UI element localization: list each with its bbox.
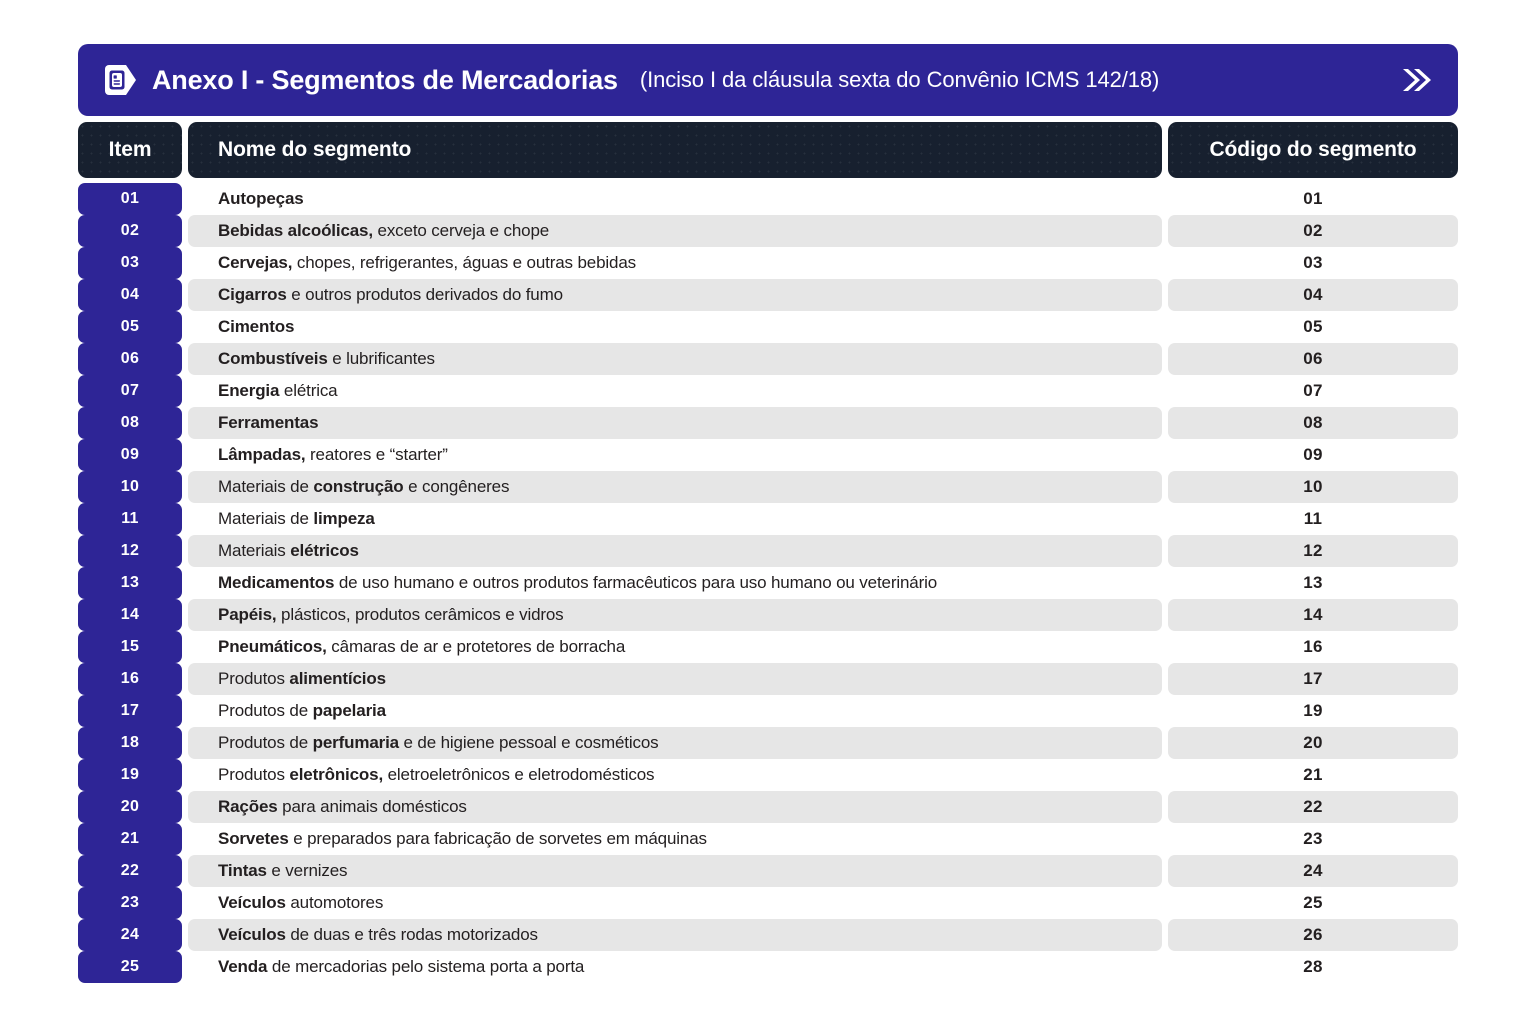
segment-name-cell — [188, 215, 1162, 247]
segment-name-cell — [188, 951, 1162, 983]
segment-code-cell: 23 — [1168, 823, 1458, 855]
title-banner — [78, 44, 1458, 116]
segment-code-cell: 13 — [1168, 567, 1458, 599]
item-number-badge: 09 — [78, 439, 182, 471]
segment-code-cell: 16 — [1168, 631, 1458, 663]
segment-code-cell: 24 — [1168, 855, 1458, 887]
segment-code-cell: 19 — [1168, 695, 1458, 727]
segment-code-cell: 12 — [1168, 535, 1458, 567]
segment-name-cell — [188, 855, 1162, 887]
item-number-badge: 08 — [78, 407, 182, 439]
table-row — [78, 407, 1458, 439]
double-chevron-right-icon — [1394, 63, 1434, 97]
segment-code-cell: 09 — [1168, 439, 1458, 471]
page-subtitle: (Inciso I da cláusula sexta do Convênio ICMS 142/18) — [639, 67, 1160, 92]
segment-name-cell — [188, 919, 1162, 951]
segment-name-text: Produtos de papelaria — [218, 701, 386, 720]
segment-name-text: Pneumáticos, câmaras de ar e protetores de borracha — [218, 637, 626, 656]
item-number-badge: 02 — [78, 215, 182, 247]
segment-name-cell — [188, 727, 1162, 759]
table-row — [78, 439, 1458, 471]
table-row — [78, 567, 1458, 599]
segment-code-cell: 25 — [1168, 887, 1458, 919]
column-header-item: Item — [78, 122, 182, 178]
segment-code-cell: 17 — [1168, 663, 1458, 695]
segment-name-text: Bebidas alcoólicas, exceto cerveja e chope — [218, 221, 550, 240]
segment-name-text: Veículos automotores — [218, 893, 384, 912]
item-number-badge: 17 — [78, 695, 182, 727]
segment-name-cell — [188, 503, 1162, 535]
segment-code-cell: 08 — [1168, 407, 1458, 439]
segment-name-cell — [188, 663, 1162, 695]
segment-name-text: Materiais elétricos — [218, 541, 359, 560]
item-number-badge: 16 — [78, 663, 182, 695]
item-number-badge: 06 — [78, 343, 182, 375]
segment-name-cell — [188, 471, 1162, 503]
item-number-badge: 07 — [78, 375, 182, 407]
segment-name-text: Produtos alimentícios — [218, 669, 386, 688]
item-number-badge: 10 — [78, 471, 182, 503]
segment-code-cell: 05 — [1168, 311, 1458, 343]
item-number-badge: 03 — [78, 247, 182, 279]
document-badge-icon — [100, 62, 138, 98]
table-row — [78, 247, 1458, 279]
segment-code-cell: 22 — [1168, 791, 1458, 823]
table-row — [78, 279, 1458, 311]
segment-name-cell — [188, 759, 1162, 791]
segment-name-text: Produtos eletrônicos, eletroeletrônicos e eletrodomésticos — [218, 765, 655, 784]
segment-name-text: Cimentos — [218, 317, 295, 336]
table-row — [78, 663, 1458, 695]
table-row — [78, 823, 1458, 855]
segment-code-cell: 03 — [1168, 247, 1458, 279]
segment-name-cell — [188, 599, 1162, 631]
item-number-badge: 05 — [78, 311, 182, 343]
table-row — [78, 855, 1458, 887]
table-row — [78, 311, 1458, 343]
segment-name-cell — [188, 439, 1162, 471]
segment-name-cell — [188, 695, 1162, 727]
item-number-badge: 23 — [78, 887, 182, 919]
table-header — [78, 122, 1458, 178]
table-row — [78, 887, 1458, 919]
item-number-badge: 22 — [78, 855, 182, 887]
segment-name-text: Sorvetes e preparados para fabricação de sorvetes em máquinas — [218, 829, 707, 848]
item-number-badge: 01 — [78, 183, 182, 215]
table-row — [78, 503, 1458, 535]
table-row — [78, 695, 1458, 727]
table-row — [78, 535, 1458, 567]
item-number-badge: 21 — [78, 823, 182, 855]
segment-name-cell — [188, 311, 1162, 343]
table-row — [78, 727, 1458, 759]
item-number-badge: 11 — [78, 503, 182, 535]
segment-name-cell — [188, 375, 1162, 407]
segment-name-cell — [188, 823, 1162, 855]
segment-name-text: Papéis, plásticos, produtos cerâmicos e vidros — [218, 605, 564, 624]
segment-code-cell: 21 — [1168, 759, 1458, 791]
table-row — [78, 631, 1458, 663]
page-title: Anexo I - Segmentos de Mercadorias — [152, 64, 618, 95]
segment-name-text: Veículos de duas e três rodas motorizados — [218, 925, 538, 944]
table-row — [78, 215, 1458, 247]
item-number-badge: 20 — [78, 791, 182, 823]
item-number-badge: 19 — [78, 759, 182, 791]
segment-name-text: Energia elétrica — [218, 381, 338, 400]
segment-code-cell: 14 — [1168, 599, 1458, 631]
table-row — [78, 791, 1458, 823]
segment-code-cell: 26 — [1168, 919, 1458, 951]
segment-name-cell — [188, 343, 1162, 375]
item-number-badge: 14 — [78, 599, 182, 631]
segment-name-text: Materiais de limpeza — [218, 509, 375, 528]
segment-name-text: Cigarros e outros produtos derivados do fumo — [218, 285, 563, 304]
table-row — [78, 375, 1458, 407]
segment-name-cell — [188, 183, 1162, 215]
table-row — [78, 759, 1458, 791]
item-number-badge: 24 — [78, 919, 182, 951]
segment-code-cell: 06 — [1168, 343, 1458, 375]
segment-name-text: Lâmpadas, reatores e “starter” — [218, 445, 448, 464]
segment-code-cell: 02 — [1168, 215, 1458, 247]
segment-name-text: Rações para animais domésticos — [218, 797, 467, 816]
segment-code-cell: 01 — [1168, 183, 1458, 215]
segment-name-cell — [188, 887, 1162, 919]
segment-name-text: Materiais de construção e congêneres — [218, 477, 510, 496]
segment-name-cell — [188, 631, 1162, 663]
segment-code-cell: 11 — [1168, 503, 1458, 535]
table-row — [78, 919, 1458, 951]
segment-code-cell: 20 — [1168, 727, 1458, 759]
segment-name-text: Autopeças — [218, 189, 304, 208]
segment-name-cell — [188, 535, 1162, 567]
segment-name-text: Medicamentos de uso humano e outros produtos farmacêuticos para uso humano ou veterinário — [218, 573, 938, 592]
item-number-badge: 12 — [78, 535, 182, 567]
segment-name-cell — [188, 279, 1162, 311]
segment-code-cell: 07 — [1168, 375, 1458, 407]
segment-name-text: Tintas e vernizes — [218, 861, 348, 880]
segment-name-cell — [188, 791, 1162, 823]
column-header-code: Código do segmento — [1168, 122, 1458, 178]
item-number-badge: 25 — [78, 951, 182, 983]
table-row — [78, 599, 1458, 631]
segment-code-cell: 10 — [1168, 471, 1458, 503]
segment-name-text: Combustíveis e lubrificantes — [218, 349, 435, 368]
item-number-badge: 04 — [78, 279, 182, 311]
item-number-badge: 15 — [78, 631, 182, 663]
segment-name-text: Cervejas, chopes, refrigerantes, águas e outras bebidas — [218, 253, 636, 272]
segment-code-cell: 04 — [1168, 279, 1458, 311]
segment-name-text: Produtos de perfumaria e de higiene pessoal e cosméticos — [218, 733, 659, 752]
table-row — [78, 183, 1458, 215]
segment-name-text: Venda de mercadorias pelo sistema porta a porta — [218, 957, 585, 976]
segment-code-cell: 28 — [1168, 951, 1458, 983]
segment-name-cell — [188, 407, 1162, 439]
segment-name-text: Ferramentas — [218, 413, 319, 432]
table-row — [78, 951, 1458, 983]
segment-name-cell — [188, 247, 1162, 279]
table-row — [78, 343, 1458, 375]
column-header-name: Nome do segmento — [188, 122, 1162, 178]
table-row — [78, 471, 1458, 503]
table-body — [78, 183, 1458, 983]
item-number-badge: 13 — [78, 567, 182, 599]
segment-name-cell — [188, 567, 1162, 599]
item-number-badge: 18 — [78, 727, 182, 759]
